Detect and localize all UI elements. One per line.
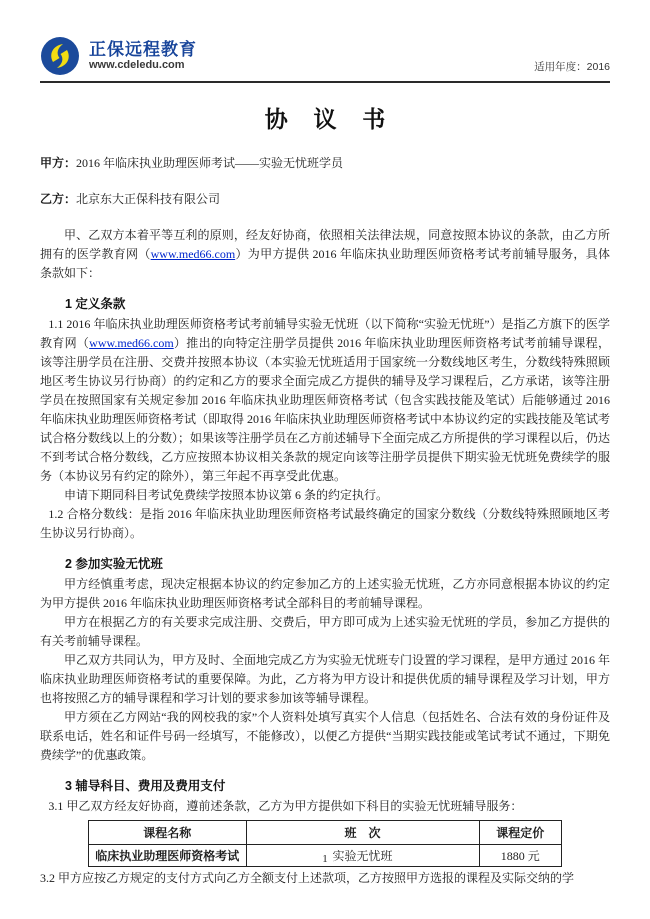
applicable-year-label: 适用年度：2016 xyxy=(534,61,610,73)
clause-3-2: 3.2 甲方应按乙方规定的支付方式向乙方全额支付上述款项，乙方按照甲方选报的课程及实际交纳的学 xyxy=(40,871,575,885)
party-a-line xyxy=(40,154,610,173)
party-b-line xyxy=(40,190,610,209)
document-title: 协 议 书 xyxy=(264,107,396,132)
clause-1-1-pre: 1.1 2016 年临床执业助理医师资格考试考前辅导实验无忧班（以下简称“实验无忧班”）是指乙方旗下的医学教育网（ xyxy=(40,317,610,350)
intro-text-pre: 甲、乙双方本着平等互利的原则，经友好协商，依照相关法律法规，同意按照本协议的条款，由乙方所拥有的医学教育网（ xyxy=(40,228,610,261)
cell-class-type: 实验无忧班 xyxy=(246,845,479,867)
col-header-class-type: 班 次 xyxy=(246,821,479,845)
party-b-label: 乙方： xyxy=(40,192,77,206)
table-header-row xyxy=(89,821,562,845)
section-2-heading: 2 参加实验无忧班 xyxy=(65,557,163,571)
section-1-heading: 1 定义条款 xyxy=(65,297,126,311)
cell-course-price: 1880 元 xyxy=(479,845,561,867)
brand-text xyxy=(89,40,197,72)
med66-link[interactable]: www.med66.com xyxy=(150,247,236,261)
section-2-paragraph-3: 甲乙双方共同认为，甲方及时、全面地完成乙方为实验无忧班专门设置的学习课程，是甲方通过 2016 年临床执业助理医师资格考试的重要保障。为此，乙方将为甲方设计和提供优质的辅导课程及学习计划，甲方也将按照乙方的辅导课程和学习计划的要求参加该等辅导课程。 xyxy=(40,653,611,705)
page-number: 1 xyxy=(322,853,328,865)
brand-url: www.cdeledu.com xyxy=(89,59,185,72)
intro-text-post: ）为甲方提供 2016 年临床执业助理医师资格考试考前辅导服务，具体条款如下： xyxy=(40,247,610,280)
party-a-value: 2016 年临床执业助理医师考试——实验无忧班学员 xyxy=(76,156,344,170)
party-a-label: 甲方： xyxy=(40,156,77,170)
brand-name: 正保远程教育 xyxy=(89,39,197,59)
page-header xyxy=(40,36,610,83)
section-2-paragraph-1: 甲方经慎重考虑，现决定根据本协议的约定参加乙方的上述实验无忧班，乙方亦同意根据本协议的约定为甲方提供 2016 年临床执业助理医师资格考试全部科目的考前辅导课程。 xyxy=(40,577,610,610)
cell-course-name: 临床执业助理医师资格考试 xyxy=(89,845,247,867)
section-2-paragraph-2: 甲方在根据乙方的有关要求完成注册、交费后，甲方即可成为上述实验无忧班的学员，参加乙方提供的有关考前辅导课程。 xyxy=(40,615,610,648)
clause-3-1: 3.1 甲乙双方经友好协商，遵前述条款，乙方为甲方提供如下科目的实验无忧班辅导服务： xyxy=(48,799,523,813)
brand-block xyxy=(40,36,197,76)
party-b-value: 北京东大正保科技有限公司 xyxy=(76,192,221,206)
clause-1-1 xyxy=(40,315,610,486)
clause-1-2: 1.2 合格分数线：是指 2016 年临床执业助理医师资格考试最终确定的国家分数线（分数线特殊照顾地区考生协议另行协商）。 xyxy=(40,507,610,540)
cdeledu-logo-icon xyxy=(40,36,80,76)
med66-link-2[interactable]: www.med66.com xyxy=(89,336,174,350)
clause-1-1-followup: 申请下期同科目考试免费续学按照本协议第 6 条的约定执行。 xyxy=(64,488,389,502)
clause-1-1-post: ）推出的向特定注册学员提供 2016 年临床执业助理医师资格考试考前辅导课程，该等注册学员在注册、交费并按照本协议（本实验无忧班适用于国家统一分数线地区考生，分数线特殊照顾地区考生协议另行协商）的约定和乙方的要求全面完成乙方提供的辅导及学习课程后，乙方承诺，该等注册学员在按照国家有关规定参加 2016 年临床执业助理医师资格考试（包含实践技能及笔试）后能够通过 2016 年临床执业助理医师资格考试（即取得 2016 年临床执业助理医师资格考试中本协议约定的实践技能及笔试考试合格分数线以上的分数）；如果该等注册学员在乙方前述辅导下全面完成乙方所提供的学习课程以后，仍达不到考试合格分数线，乙方应按照本协议相关条款的规定向该等注册学员提供下期实验无忧班免费续学的服务（本协议另有约定的除外），第三年起不再享受此优惠。 xyxy=(40,336,611,483)
col-header-course-price: 课程定价 xyxy=(479,821,561,845)
col-header-course-name: 课程名称 xyxy=(89,821,247,845)
section-2-paragraph-4: 甲方须在乙方网站“我的网校我的家”个人资料处填写真实个人信息（包括姓名、合法有效的身份证件及联系电话，姓名和证件号码一经填写，不能修改），以便乙方提供“当期实践技能或笔试考试不通过，下期免费续学”的优惠政策。 xyxy=(40,710,610,762)
section-3-heading: 3 辅导科目、费用及费用支付 xyxy=(65,779,226,793)
intro-paragraph xyxy=(40,226,610,283)
